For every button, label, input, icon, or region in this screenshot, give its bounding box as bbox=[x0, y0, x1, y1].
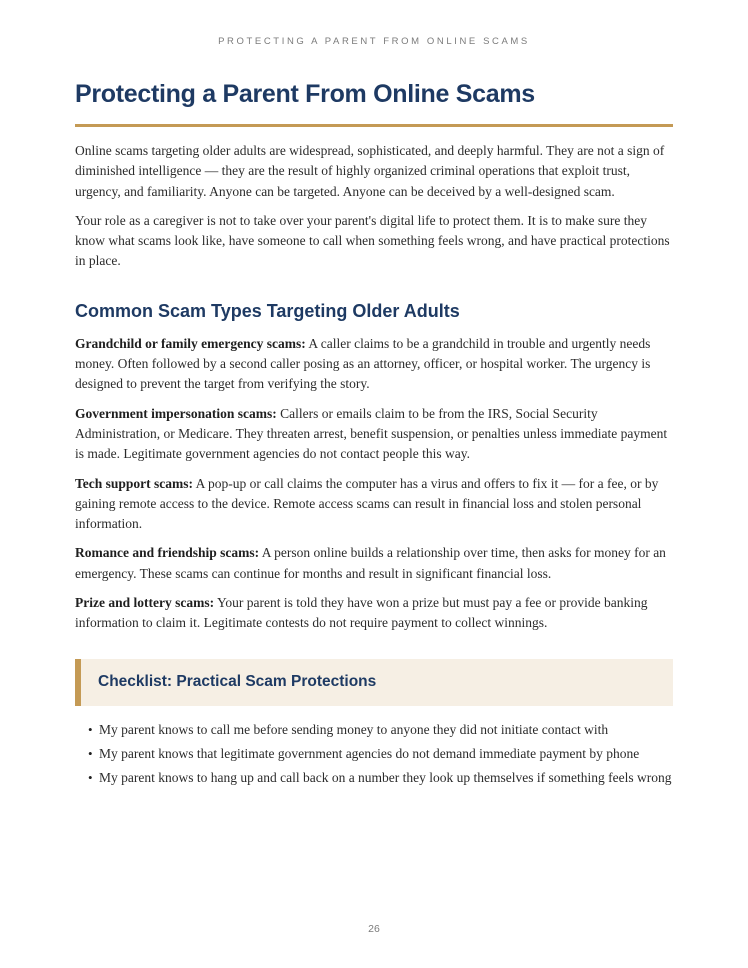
checklist-item bbox=[88, 768, 673, 788]
scam-description: Callers or emails claim to be from the IRS, Social Security Administration, or Medicare. They threaten arrest, benefit suspension, or penalties unless immediate payment is made. Legitimate government agencies do not contact people this way. bbox=[75, 405, 668, 462]
checklist-title: Checklist: Practical Scam Protections bbox=[98, 673, 377, 691]
scam-type-prize bbox=[75, 593, 673, 634]
checklist-item bbox=[88, 720, 673, 740]
checklist-item bbox=[88, 744, 673, 764]
bullet-icon: • bbox=[88, 721, 93, 737]
page-title: Protecting a Parent From Online Scams bbox=[75, 80, 535, 108]
section-heading: Common Scam Types Targeting Older Adults bbox=[75, 300, 460, 321]
scam-type-romance bbox=[75, 543, 673, 584]
checklist-item-text: My parent knows that legitimate government agencies do not demand immediate payment by phone bbox=[99, 745, 640, 761]
scam-description: A caller claims to be a grandchild in trouble and urgently needs money. Often followed by a second caller posing as an attorney, officer, or hospital worker. The urgency is designed to prevent the target from verifying the story. bbox=[75, 335, 651, 392]
bullet-icon: • bbox=[88, 745, 93, 761]
checklist bbox=[75, 720, 673, 788]
scam-description: A person online builds a relationship over time, then asks for money for an emergency. These scams can continue for months and result in significant financial loss. bbox=[75, 545, 666, 581]
intro-paragraph-2: Your role as a caregiver is not to take over your parent's digital life to protect them. It is to make sure they know what scams look like, have someone to call when something feels wrong, and have practical protections in place. bbox=[75, 212, 670, 269]
intro-paragraph-1: Online scams targeting older adults are widespread, sophisticated, and deeply harmful. They are not a sign of diminished intelligence — they are the result of highly organized criminal operations that exploit trust, urgency, and familiarity. Anyone can be targeted. Anyone can be deceived by a well-designed scam. bbox=[75, 143, 665, 199]
scam-term: Tech support scams: bbox=[75, 475, 194, 491]
scam-term: Grandchild or family emergency scams: bbox=[75, 335, 306, 351]
scam-description: Your parent is told they have won a prize but must pay a fee or provide banking information to claim it. Legitimate contests do not require payment to collect winnings. bbox=[75, 595, 648, 631]
checklist-item-text: My parent knows to call me before sending money to anyone they did not initiate contact with bbox=[99, 721, 609, 737]
checklist-item-text: My parent knows to hang up and call back on a number they look up themselves if something feels wrong bbox=[99, 769, 672, 785]
running-header: PROTECTING A PARENT FROM ONLINE SCAMS bbox=[218, 36, 530, 47]
checklist-callout bbox=[75, 659, 673, 706]
scam-term: Prize and lottery scams: bbox=[75, 595, 215, 611]
scam-term: Government impersonation scams: bbox=[75, 405, 277, 421]
scam-description: A pop-up or call claims the computer has a virus and offers to fix it — for a fee, or by gaining remote access to the device. Remote access scams can result in financial loss and stolen personal information. bbox=[75, 475, 659, 532]
page-number: 26 bbox=[368, 923, 380, 935]
scam-type-government bbox=[75, 404, 673, 465]
title-underline-rule bbox=[75, 124, 673, 127]
main-content bbox=[75, 141, 673, 792]
scam-term: Romance and friendship scams: bbox=[75, 545, 260, 561]
bullet-icon: • bbox=[88, 769, 93, 785]
scam-type-grandchild bbox=[75, 334, 673, 395]
scam-type-tech-support bbox=[75, 474, 673, 535]
